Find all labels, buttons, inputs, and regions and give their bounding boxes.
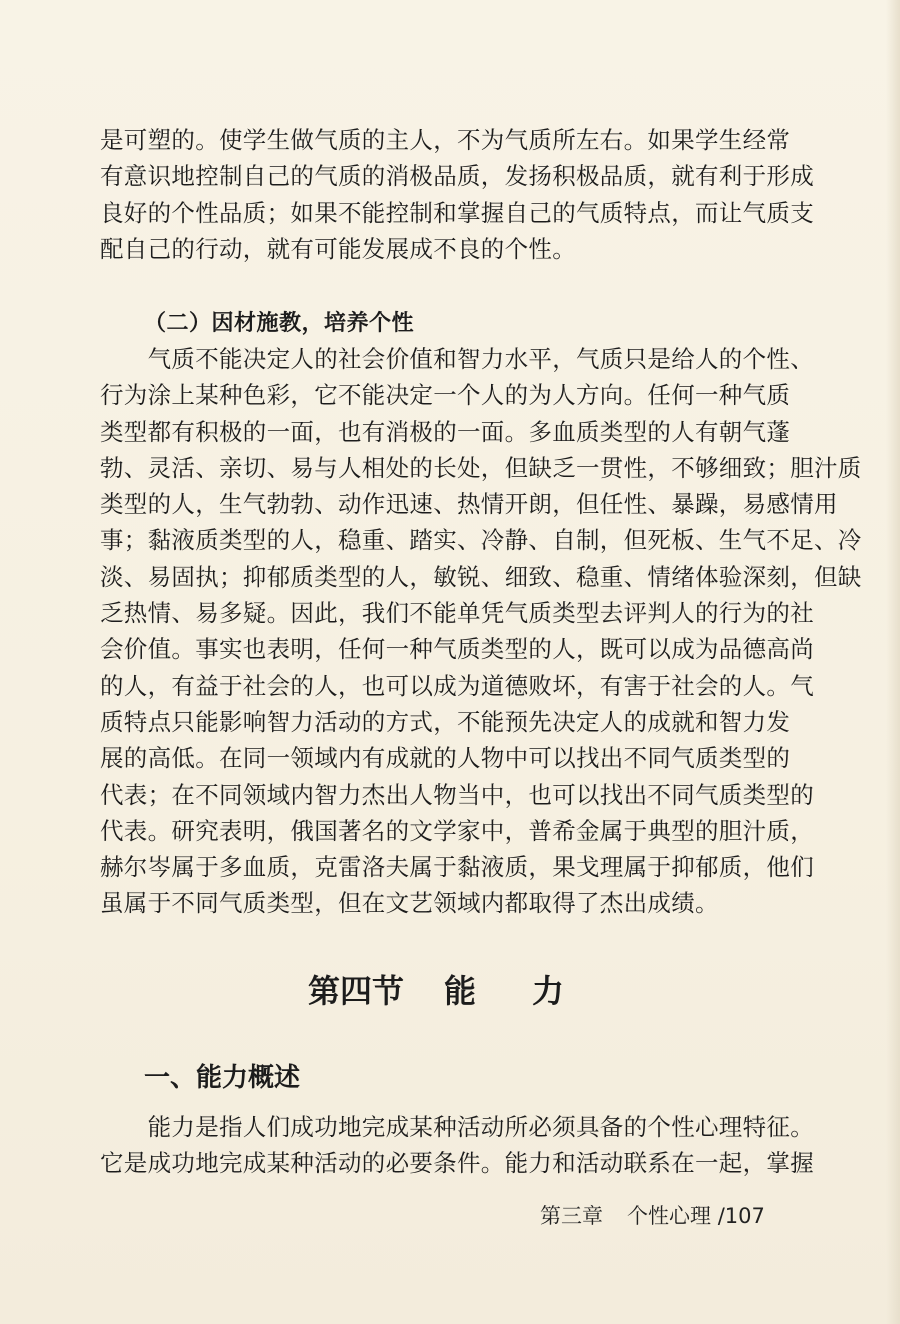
section-title-char: 能 [444,972,477,1010]
text-line: 淡、易固执；抑郁质类型的人，敏锐、细致、稳重、情绪体验深刻，但缺 [100,562,862,591]
text-line: 有意识地控制自己的气质的消极品质，发扬积极品质，就有利于形成 [100,162,814,191]
footer-chapter-title: 个性心理 [627,1204,711,1228]
text-line: 配自己的行动，就有可能发展成不良的个性。 [100,234,576,263]
text-line: 气质不能决定人的社会价值和智力水平，气质只是给人的个性、 [100,345,814,373]
text-line: 会价值。事实也表明，任何一种气质类型的人，既可以成为品德高尚 [100,635,814,664]
footer-chapter: 第三章 [540,1204,603,1228]
text-line: 类型都有积极的一面，也有消极的一面。多血质类型的人有朝气蓬 [100,417,791,446]
page-edge-shadow [886,0,900,1324]
paragraph-temperament [100,341,862,922]
section-title-char: 力 [532,972,565,1010]
section-title [308,966,608,1012]
text-line: 的人，有益于社会的人，也可以成为道德败坏，有害于社会的人。气 [100,671,814,700]
text-line: 类型的人，生气勃勃、动作迅速、热情开朗，但任性、暴躁，易感情用 [100,490,838,519]
text-line: 能力是指人们成功地完成某种活动所必须具备的个性心理特征。 [100,1113,814,1141]
text-line: 良好的个性品质；如果不能控制和掌握自己的气质特点，而让气质支 [100,198,814,227]
text-line: 虽属于不同气质类型，但在文艺领域内都取得了杰出成绩。 [100,889,719,918]
text-line: 乏热情、易多疑。因此，我们不能单凭气质类型去评判人的行为的社 [100,599,814,628]
subsection-heading: （二）因材施教，培养个性 [144,311,415,336]
paragraph-ability [100,1109,814,1182]
section-number: 第四节 [308,972,405,1010]
text-line: 代表。研究表明，俄国著名的文学家中，普希金属于典型的胆汁质， [100,816,814,845]
text-line: 它是成功地完成某种活动的必要条件。能力和活动联系在一起，掌握 [100,1149,814,1178]
heading-ability-overview: 一、能力概述 [144,1063,301,1093]
paragraph-continued [100,122,814,267]
text-line: 是可塑的。使学生做气质的主人，不为气质所左右。如果学生经常 [100,126,791,154]
page-number: /107 [717,1204,765,1228]
text-line: 事；黏液质类型的人，稳重、踏实、冷静、自制，但死板、生气不足、冷 [100,526,862,555]
text-line: 质特点只能影响智力活动的方式，不能预先决定人的成就和智力发 [100,707,791,736]
text-line: 赫尔岑属于多血质，克雷洛夫属于黏液质，果戈理属于抑郁质，他们 [100,853,814,882]
text-line: 代表；在不同领域内智力杰出人物当中，也可以找出不同气质类型的 [100,780,814,809]
page-footer [540,1200,765,1230]
text-line: 展的高低。在同一领域内有成就的人物中可以找出不同气质类型的 [100,744,791,773]
text-line: 勃、灵活、亲切、易与人相处的长处，但缺乏一贯性，不够细致；胆汁质 [100,453,862,482]
text-line: 行为涂上某种色彩，它不能决定一个人的为人方向。任何一种气质 [100,381,791,410]
